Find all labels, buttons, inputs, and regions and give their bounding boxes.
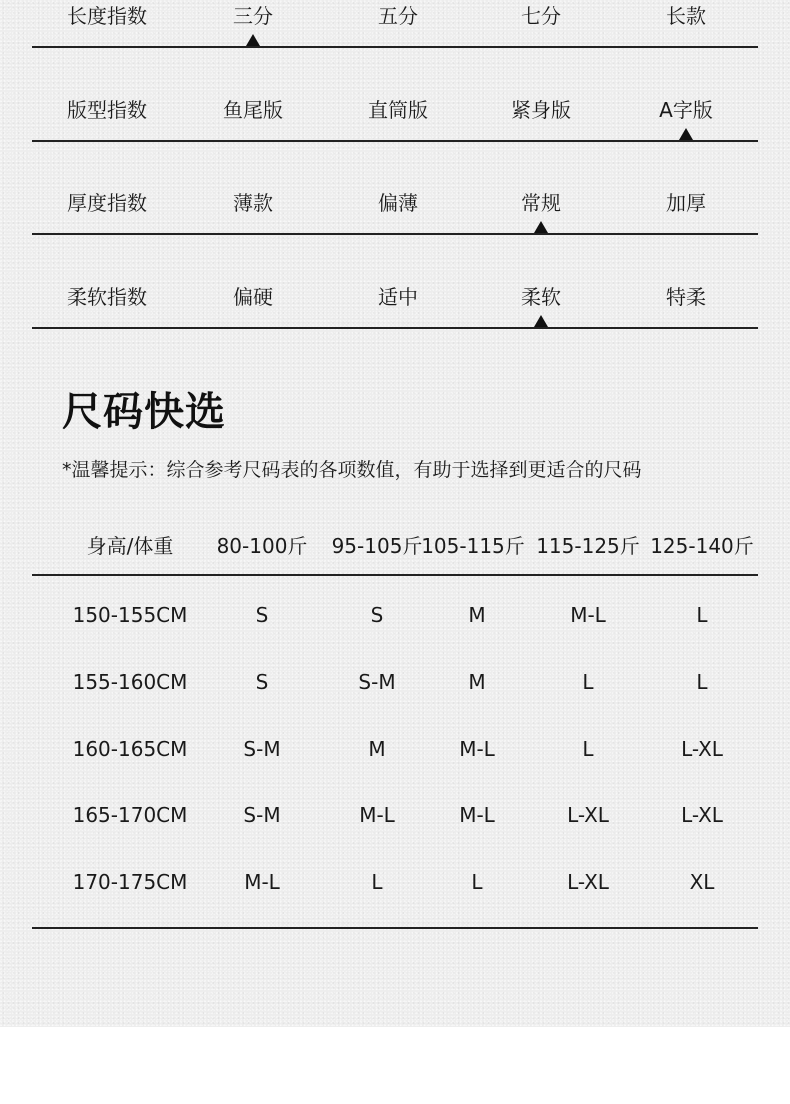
table-row bbox=[32, 784, 758, 850]
table-row bbox=[32, 851, 758, 917]
size-cell: L bbox=[696, 603, 708, 627]
index-option: 适中 bbox=[378, 285, 418, 309]
size-cell: L bbox=[582, 670, 594, 694]
height-cell: 170-175CM bbox=[72, 870, 188, 894]
height-cell: 160-165CM bbox=[72, 737, 188, 761]
index-option: 紧身版 bbox=[511, 98, 571, 122]
size-cell: L-XL bbox=[681, 737, 723, 761]
index-option: 薄款 bbox=[233, 191, 273, 215]
size-cell: M-L bbox=[570, 603, 606, 627]
index-option: 偏薄 bbox=[378, 191, 418, 215]
index-row bbox=[32, 187, 758, 235]
table-header-height-weight: 身高/体重 bbox=[86, 534, 174, 558]
index-label: 厚度指数 bbox=[67, 191, 147, 215]
table-header-weight: 125-140斤 bbox=[650, 534, 754, 558]
size-table-header bbox=[32, 528, 758, 576]
size-cell: M-L bbox=[244, 870, 280, 894]
size-cell: S-M bbox=[243, 803, 281, 827]
size-tip: *温馨提示：综合参考尺码表的各项数值，有助于选择到更适合的尺码 bbox=[62, 459, 642, 481]
index-option: 柔软 bbox=[521, 285, 561, 309]
size-cell: S-M bbox=[243, 737, 281, 761]
index-option: 特柔 bbox=[666, 285, 706, 309]
selected-marker-icon bbox=[534, 221, 548, 233]
selected-marker-icon bbox=[246, 34, 260, 46]
index-row bbox=[32, 0, 758, 48]
index-option: 常规 bbox=[521, 191, 561, 215]
section-title: 尺码快选 bbox=[62, 389, 226, 435]
index-label: 版型指数 bbox=[67, 98, 147, 122]
index-option: 三分 bbox=[233, 4, 273, 28]
size-cell: M-L bbox=[459, 737, 495, 761]
height-cell: 155-160CM bbox=[72, 670, 188, 694]
size-cell: L bbox=[371, 870, 383, 894]
size-cell: L bbox=[471, 870, 483, 894]
index-label: 柔软指数 bbox=[67, 285, 147, 309]
size-cell: S bbox=[370, 603, 384, 627]
index-option: 偏硬 bbox=[233, 285, 273, 309]
index-row bbox=[32, 94, 758, 142]
index-option: A字版 bbox=[659, 98, 713, 122]
table-row bbox=[32, 584, 758, 650]
table-header-weight: 105-115斤 bbox=[421, 534, 525, 558]
index-label: 长度指数 bbox=[67, 4, 147, 28]
size-cell: M-L bbox=[359, 803, 395, 827]
size-cell: M-L bbox=[459, 803, 495, 827]
size-cell: S bbox=[255, 670, 269, 694]
size-cell: L bbox=[582, 737, 594, 761]
index-option: 七分 bbox=[521, 4, 561, 28]
size-cell: L bbox=[696, 670, 708, 694]
index-option: 五分 bbox=[378, 4, 418, 28]
index-option: 长款 bbox=[666, 4, 706, 28]
table-row bbox=[32, 718, 758, 784]
height-cell: 165-170CM bbox=[72, 803, 188, 827]
size-cell: L-XL bbox=[567, 870, 609, 894]
size-cell: M bbox=[468, 603, 486, 627]
size-cell: L-XL bbox=[681, 803, 723, 827]
table-bottom-rule bbox=[32, 927, 758, 929]
size-cell: M bbox=[368, 737, 386, 761]
index-option: 加厚 bbox=[666, 191, 706, 215]
size-cell: M bbox=[468, 670, 486, 694]
index-option: 鱼尾版 bbox=[223, 98, 283, 122]
table-header-weight: 80-100斤 bbox=[216, 534, 308, 558]
index-option: 直筒版 bbox=[368, 98, 428, 122]
size-cell: XL bbox=[689, 870, 715, 894]
table-header-weight: 115-125斤 bbox=[536, 534, 640, 558]
size-cell: S-M bbox=[358, 670, 396, 694]
size-cell: L-XL bbox=[567, 803, 609, 827]
index-row bbox=[32, 281, 758, 329]
height-cell: 150-155CM bbox=[72, 603, 188, 627]
selected-marker-icon bbox=[679, 128, 693, 140]
table-row bbox=[32, 651, 758, 717]
size-cell: S bbox=[255, 603, 269, 627]
selected-marker-icon bbox=[534, 315, 548, 327]
table-header-weight: 95-105斤 bbox=[331, 534, 423, 558]
